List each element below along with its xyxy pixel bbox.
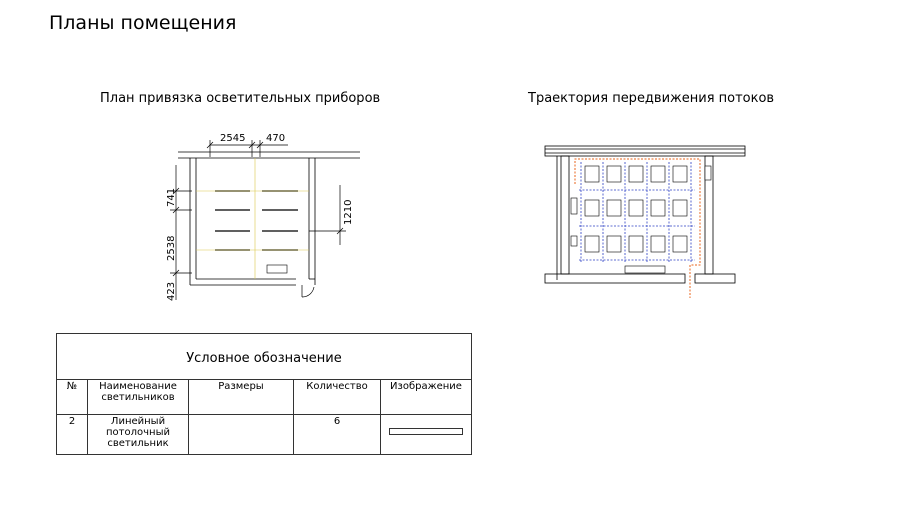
legend-header-name: Наименование светильников	[88, 380, 189, 415]
right-dimension	[309, 185, 346, 245]
dim-left-b: 2538	[166, 235, 177, 261]
lighting-plan	[160, 125, 380, 315]
flow-plan-caption: Траектория передвижения потоков	[528, 91, 775, 106]
legend-header-count: Количество	[294, 380, 381, 415]
page-title: Планы помещения	[49, 12, 237, 34]
flow-board	[625, 266, 665, 273]
lamps	[215, 191, 298, 250]
legend-title: Условное обозначение	[57, 334, 472, 380]
radiator	[267, 265, 287, 273]
legend-header-size: Размеры	[189, 380, 294, 415]
lighting-plan-caption: План привязка осветительных приборов	[100, 91, 381, 106]
dim-right-a: 1210	[343, 199, 354, 225]
door	[302, 285, 314, 297]
legend-cell-image	[381, 415, 472, 455]
dim-left-a: 741	[166, 187, 177, 207]
dim-top-b: 470	[266, 133, 286, 144]
dim-left-c: 423	[166, 281, 177, 301]
legend-header-image: Изображение	[381, 380, 472, 415]
flow-walls	[545, 146, 745, 283]
legend-cell-count: 6	[294, 415, 381, 455]
lamp-guides	[196, 158, 309, 279]
legend-header-num: №	[57, 380, 88, 415]
linear-lamp-icon	[389, 428, 463, 435]
legend-cell-size	[189, 415, 294, 455]
desk-grid	[585, 166, 687, 252]
flow-plan	[545, 140, 745, 300]
legend-row	[57, 415, 472, 455]
left-dimension	[170, 165, 192, 300]
legend-cell-num: 2	[57, 415, 88, 455]
legend-cell-name: Линейный потолочный светильник	[88, 415, 189, 455]
dim-top-a: 2545	[220, 133, 246, 144]
legend-table	[56, 333, 472, 455]
